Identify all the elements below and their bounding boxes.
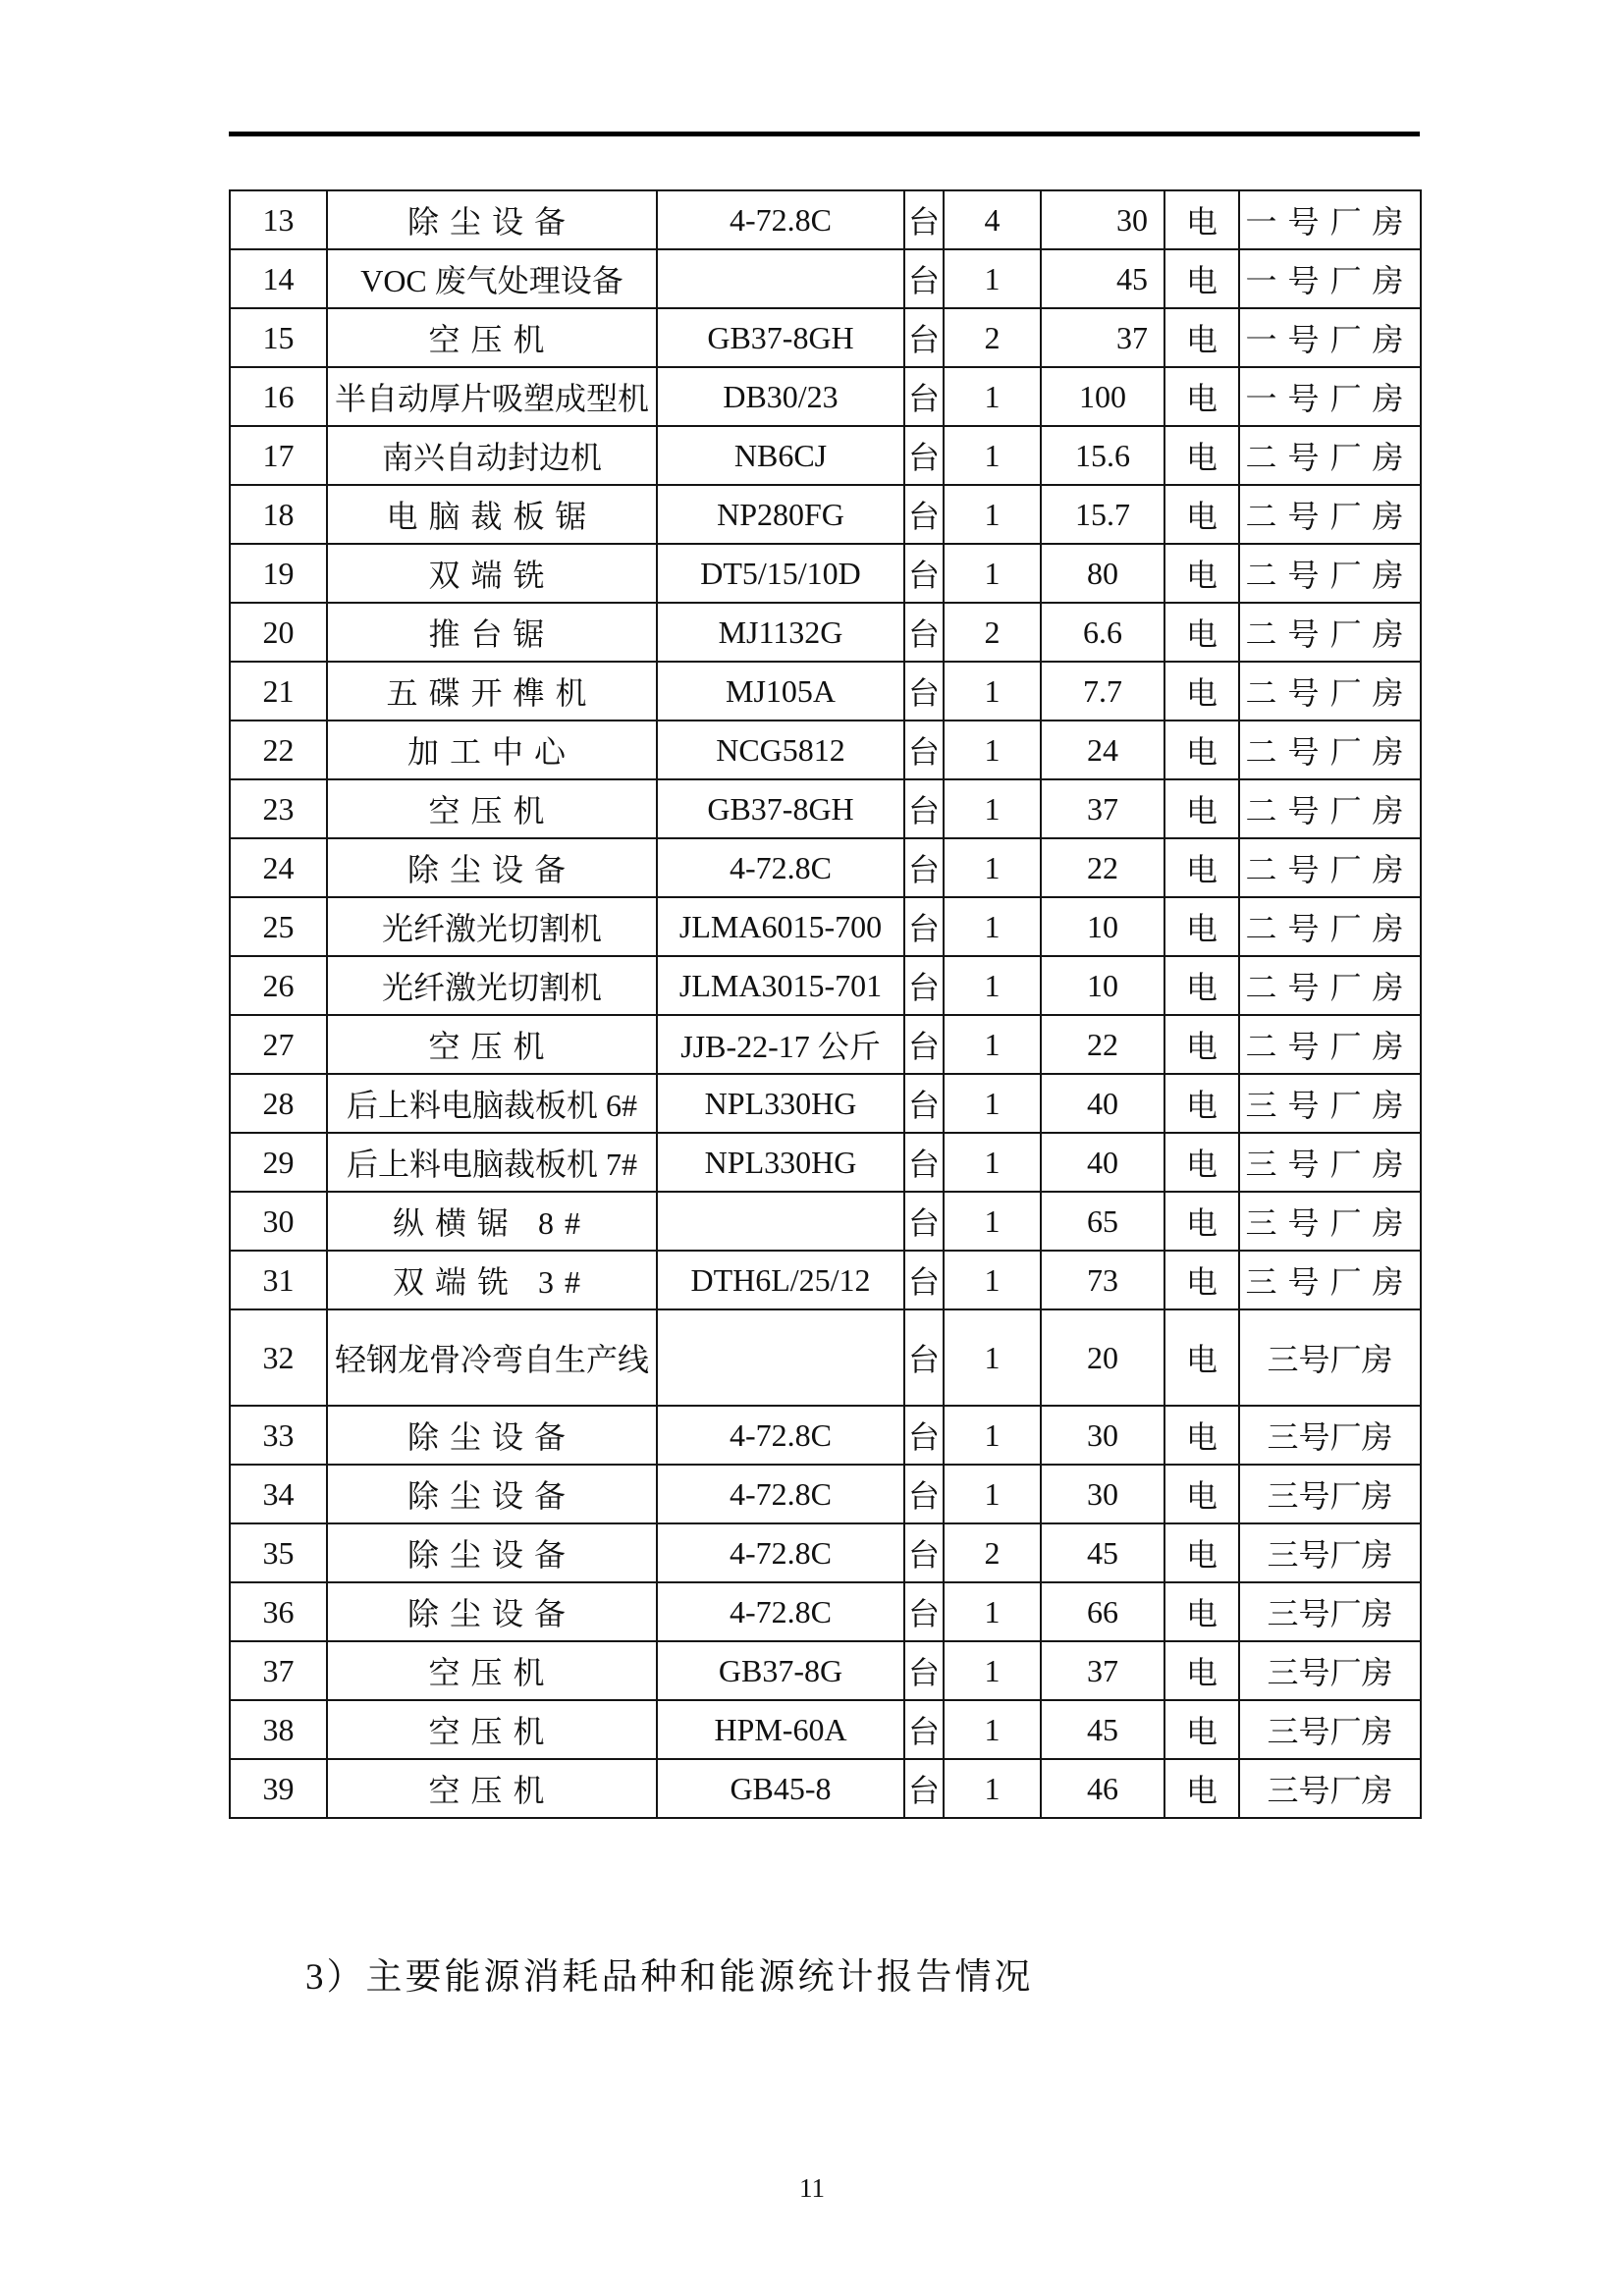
cell-name: 光纤激光切割机 [327, 956, 657, 1015]
cell-qty: 1 [944, 1192, 1041, 1251]
cell-unit: 台 [904, 367, 944, 426]
cell-location: 一号厂房 [1239, 308, 1421, 367]
cell-energy: 电 [1164, 1015, 1239, 1074]
cell-unit: 台 [904, 485, 944, 544]
cell-energy: 电 [1164, 485, 1239, 544]
cell-no: 39 [230, 1759, 327, 1818]
cell-power: 10 [1041, 956, 1164, 1015]
cell-power: 22 [1041, 838, 1164, 897]
cell-model: GB37-8G [657, 1641, 904, 1700]
cell-unit: 台 [904, 779, 944, 838]
cell-location: 二号厂房 [1239, 603, 1421, 662]
cell-unit: 台 [904, 1582, 944, 1641]
cell-location: 三号厂房 [1239, 1582, 1421, 1641]
cell-location: 二号厂房 [1239, 544, 1421, 603]
table-row [230, 1700, 1421, 1759]
table-row [230, 956, 1421, 1015]
cell-name: 后上料电脑裁板机 7# [327, 1133, 657, 1192]
cell-power: 37 [1041, 1641, 1164, 1700]
cell-energy: 电 [1164, 603, 1239, 662]
cell-qty: 1 [944, 249, 1041, 308]
cell-qty: 1 [944, 1251, 1041, 1309]
cell-name: 五碟开榫机 [327, 662, 657, 721]
cell-no: 24 [230, 838, 327, 897]
cell-location: 三号厂房 [1239, 1251, 1421, 1309]
cell-qty: 1 [944, 662, 1041, 721]
cell-energy: 电 [1164, 662, 1239, 721]
cell-energy: 电 [1164, 1133, 1239, 1192]
cell-unit: 台 [904, 1309, 944, 1406]
cell-unit: 台 [904, 308, 944, 367]
table-row [230, 1192, 1421, 1251]
cell-energy: 电 [1164, 367, 1239, 426]
cell-location: 三号厂房 [1239, 1406, 1421, 1465]
cell-unit: 台 [904, 1251, 944, 1309]
section-heading: 3）主要能源消耗品种和能源统计报告情况 [305, 1957, 1034, 1998]
cell-unit: 台 [904, 1523, 944, 1582]
cell-unit: 台 [904, 603, 944, 662]
cell-location: 一号厂房 [1239, 249, 1421, 308]
cell-energy: 电 [1164, 1465, 1239, 1523]
cell-no: 33 [230, 1406, 327, 1465]
cell-location: 二号厂房 [1239, 485, 1421, 544]
cell-unit: 台 [904, 1015, 944, 1074]
cell-power: 40 [1041, 1133, 1164, 1192]
cell-name: 除尘设备 [327, 1582, 657, 1641]
cell-model: NPL330HG [657, 1133, 904, 1192]
cell-no: 13 [230, 190, 327, 249]
cell-name: 空压机 [327, 1641, 657, 1700]
cell-no: 20 [230, 603, 327, 662]
cell-name: 半自动厚片吸塑成型机 [327, 367, 657, 426]
cell-qty: 1 [944, 1465, 1041, 1523]
cell-qty: 1 [944, 1133, 1041, 1192]
cell-unit: 台 [904, 1133, 944, 1192]
table-row [230, 367, 1421, 426]
table-row [230, 662, 1421, 721]
table-row [230, 1309, 1421, 1406]
cell-energy: 电 [1164, 1074, 1239, 1133]
cell-unit: 台 [904, 897, 944, 956]
table-row [230, 721, 1421, 779]
cell-energy: 电 [1164, 249, 1239, 308]
table-row [230, 897, 1421, 956]
cell-power: 30 [1041, 190, 1164, 249]
table-row [230, 426, 1421, 485]
cell-location: 二号厂房 [1239, 956, 1421, 1015]
cell-qty: 1 [944, 1700, 1041, 1759]
table-row [230, 1251, 1421, 1309]
cell-qty: 1 [944, 426, 1041, 485]
cell-unit: 台 [904, 662, 944, 721]
cell-no: 38 [230, 1700, 327, 1759]
cell-energy: 电 [1164, 1251, 1239, 1309]
cell-qty: 1 [944, 485, 1041, 544]
cell-no: 26 [230, 956, 327, 1015]
cell-energy: 电 [1164, 956, 1239, 1015]
cell-location: 三号厂房 [1239, 1700, 1421, 1759]
cell-no: 17 [230, 426, 327, 485]
cell-unit: 台 [904, 838, 944, 897]
cell-energy: 电 [1164, 1582, 1239, 1641]
cell-energy: 电 [1164, 544, 1239, 603]
cell-power: 100 [1041, 367, 1164, 426]
cell-no: 35 [230, 1523, 327, 1582]
cell-qty: 1 [944, 956, 1041, 1015]
cell-name: 推台锯 [327, 603, 657, 662]
cell-location: 三号厂房 [1239, 1192, 1421, 1251]
cell-unit: 台 [904, 426, 944, 485]
cell-model: NP280FG [657, 485, 904, 544]
table-row [230, 1582, 1421, 1641]
table-row [230, 1759, 1421, 1818]
cell-power: 30 [1041, 1406, 1164, 1465]
cell-no: 36 [230, 1582, 327, 1641]
cell-no: 27 [230, 1015, 327, 1074]
cell-power: 10 [1041, 897, 1164, 956]
cell-energy: 电 [1164, 838, 1239, 897]
cell-energy: 电 [1164, 1641, 1239, 1700]
cell-energy: 电 [1164, 1309, 1239, 1406]
cell-qty: 4 [944, 190, 1041, 249]
cell-unit: 台 [904, 1192, 944, 1251]
cell-location: 三号厂房 [1239, 1133, 1421, 1192]
cell-unit: 台 [904, 1465, 944, 1523]
cell-model [657, 1192, 904, 1251]
cell-no: 37 [230, 1641, 327, 1700]
cell-location: 三号厂房 [1239, 1074, 1421, 1133]
cell-energy: 电 [1164, 1523, 1239, 1582]
cell-qty: 1 [944, 838, 1041, 897]
cell-power: 40 [1041, 1074, 1164, 1133]
cell-location: 三号厂房 [1239, 1759, 1421, 1818]
table-row [230, 1015, 1421, 1074]
cell-no: 22 [230, 721, 327, 779]
cell-power: 15.7 [1041, 485, 1164, 544]
cell-name: 除尘设备 [327, 1523, 657, 1582]
cell-model: JLMA6015-700 [657, 897, 904, 956]
cell-name: 电脑裁板锯 [327, 485, 657, 544]
cell-location: 三号厂房 [1239, 1641, 1421, 1700]
cell-model: DT5/15/10D [657, 544, 904, 603]
cell-name: 除尘设备 [327, 190, 657, 249]
cell-energy: 电 [1164, 779, 1239, 838]
cell-model: DTH6L/25/12 [657, 1251, 904, 1309]
cell-unit: 台 [904, 1074, 944, 1133]
cell-location: 二号厂房 [1239, 721, 1421, 779]
table-row [230, 308, 1421, 367]
cell-model: 4-72.8C [657, 190, 904, 249]
cell-power: 73 [1041, 1251, 1164, 1309]
cell-no: 18 [230, 485, 327, 544]
cell-no: 14 [230, 249, 327, 308]
cell-model: 4-72.8C [657, 838, 904, 897]
cell-unit: 台 [904, 956, 944, 1015]
cell-unit: 台 [904, 721, 944, 779]
cell-model [657, 1309, 904, 1406]
cell-location: 一号厂房 [1239, 367, 1421, 426]
cell-power: 45 [1041, 1523, 1164, 1582]
cell-model: JJB-22-17 公斤 [657, 1015, 904, 1074]
cell-no: 19 [230, 544, 327, 603]
cell-power: 24 [1041, 721, 1164, 779]
cell-energy: 电 [1164, 308, 1239, 367]
cell-model: MJ105A [657, 662, 904, 721]
cell-power: 22 [1041, 1015, 1164, 1074]
cell-model: MJ1132G [657, 603, 904, 662]
cell-location: 三号厂房 [1239, 1465, 1421, 1523]
table-row [230, 1641, 1421, 1700]
cell-model: NCG5812 [657, 721, 904, 779]
cell-unit: 台 [904, 544, 944, 603]
cell-model: 4-72.8C [657, 1523, 904, 1582]
cell-model: HPM-60A [657, 1700, 904, 1759]
cell-qty: 1 [944, 1759, 1041, 1818]
cell-energy: 电 [1164, 897, 1239, 956]
table-row [230, 603, 1421, 662]
cell-unit: 台 [904, 190, 944, 249]
cell-no: 31 [230, 1251, 327, 1309]
table-row [230, 779, 1421, 838]
cell-qty: 1 [944, 779, 1041, 838]
cell-location: 二号厂房 [1239, 1015, 1421, 1074]
table-row [230, 1406, 1421, 1465]
cell-location: 三号厂房 [1239, 1523, 1421, 1582]
cell-model: DB30/23 [657, 367, 904, 426]
cell-qty: 1 [944, 1582, 1041, 1641]
cell-qty: 1 [944, 1015, 1041, 1074]
cell-no: 16 [230, 367, 327, 426]
cell-name: 空压机 [327, 1700, 657, 1759]
cell-no: 34 [230, 1465, 327, 1523]
cell-power: 15.6 [1041, 426, 1164, 485]
cell-name: 空压机 [327, 1759, 657, 1818]
table-row [230, 838, 1421, 897]
cell-location: 二号厂房 [1239, 897, 1421, 956]
cell-power: 7.7 [1041, 662, 1164, 721]
cell-location: 二号厂房 [1239, 779, 1421, 838]
cell-power: 37 [1041, 308, 1164, 367]
cell-name: 空压机 [327, 308, 657, 367]
cell-name: 双端铣 [327, 544, 657, 603]
cell-power: 30 [1041, 1465, 1164, 1523]
table-row [230, 1523, 1421, 1582]
cell-qty: 1 [944, 721, 1041, 779]
cell-model: 4-72.8C [657, 1406, 904, 1465]
cell-name: 轻钢龙骨冷弯自生产线 [327, 1309, 657, 1406]
cell-energy: 电 [1164, 1759, 1239, 1818]
cell-no: 29 [230, 1133, 327, 1192]
page-number: 11 [799, 2173, 825, 2203]
cell-model: NB6CJ [657, 426, 904, 485]
cell-name: 后上料电脑裁板机 6# [327, 1074, 657, 1133]
cell-name: 空压机 [327, 1015, 657, 1074]
table-row [230, 485, 1421, 544]
cell-unit: 台 [904, 1641, 944, 1700]
cell-no: 23 [230, 779, 327, 838]
table-row [230, 544, 1421, 603]
cell-no: 28 [230, 1074, 327, 1133]
cell-name: 除尘设备 [327, 838, 657, 897]
cell-no: 32 [230, 1309, 327, 1406]
cell-no: 21 [230, 662, 327, 721]
cell-power: 80 [1041, 544, 1164, 603]
cell-name: 纵横锯 8# [327, 1192, 657, 1251]
cell-energy: 电 [1164, 426, 1239, 485]
cell-name: VOC 废气处理设备 [327, 249, 657, 308]
cell-name: 空压机 [327, 779, 657, 838]
cell-name: 光纤激光切割机 [327, 897, 657, 956]
cell-model: GB45-8 [657, 1759, 904, 1818]
cell-location: 一号厂房 [1239, 190, 1421, 249]
cell-qty: 1 [944, 544, 1041, 603]
cell-qty: 1 [944, 1074, 1041, 1133]
cell-name: 除尘设备 [327, 1406, 657, 1465]
cell-model: GB37-8GH [657, 779, 904, 838]
cell-unit: 台 [904, 1406, 944, 1465]
table-row [230, 1133, 1421, 1192]
cell-qty: 2 [944, 1523, 1041, 1582]
cell-name: 加工中心 [327, 721, 657, 779]
cell-unit: 台 [904, 249, 944, 308]
cell-unit: 台 [904, 1759, 944, 1818]
cell-model: NPL330HG [657, 1074, 904, 1133]
cell-power: 46 [1041, 1759, 1164, 1818]
cell-power: 20 [1041, 1309, 1164, 1406]
cell-energy: 电 [1164, 1192, 1239, 1251]
cell-qty: 1 [944, 1406, 1041, 1465]
cell-location: 二号厂房 [1239, 426, 1421, 485]
cell-model: 4-72.8C [657, 1582, 904, 1641]
cell-no: 25 [230, 897, 327, 956]
cell-qty: 1 [944, 897, 1041, 956]
cell-energy: 电 [1164, 1700, 1239, 1759]
cell-qty: 1 [944, 1641, 1041, 1700]
cell-name: 南兴自动封边机 [327, 426, 657, 485]
table-row [230, 249, 1421, 308]
cell-unit: 台 [904, 1700, 944, 1759]
cell-power: 66 [1041, 1582, 1164, 1641]
table-row [230, 190, 1421, 249]
cell-name: 除尘设备 [327, 1465, 657, 1523]
header-rule [229, 132, 1420, 136]
cell-power: 65 [1041, 1192, 1164, 1251]
cell-qty: 2 [944, 603, 1041, 662]
table-row [230, 1465, 1421, 1523]
cell-model: JLMA3015-701 [657, 956, 904, 1015]
table-row [230, 1074, 1421, 1133]
cell-power: 37 [1041, 779, 1164, 838]
cell-energy: 电 [1164, 190, 1239, 249]
equipment-table [229, 189, 1422, 1819]
cell-no: 15 [230, 308, 327, 367]
cell-model [657, 249, 904, 308]
cell-energy: 电 [1164, 1406, 1239, 1465]
cell-power: 6.6 [1041, 603, 1164, 662]
cell-no: 30 [230, 1192, 327, 1251]
cell-qty: 1 [944, 1309, 1041, 1406]
cell-name: 双端铣 3# [327, 1251, 657, 1309]
cell-location: 三号厂房 [1239, 1309, 1421, 1406]
cell-model: GB37-8GH [657, 308, 904, 367]
cell-power: 45 [1041, 249, 1164, 308]
cell-location: 二号厂房 [1239, 662, 1421, 721]
cell-energy: 电 [1164, 721, 1239, 779]
cell-power: 45 [1041, 1700, 1164, 1759]
cell-model: 4-72.8C [657, 1465, 904, 1523]
cell-location: 二号厂房 [1239, 838, 1421, 897]
cell-qty: 2 [944, 308, 1041, 367]
cell-qty: 1 [944, 367, 1041, 426]
